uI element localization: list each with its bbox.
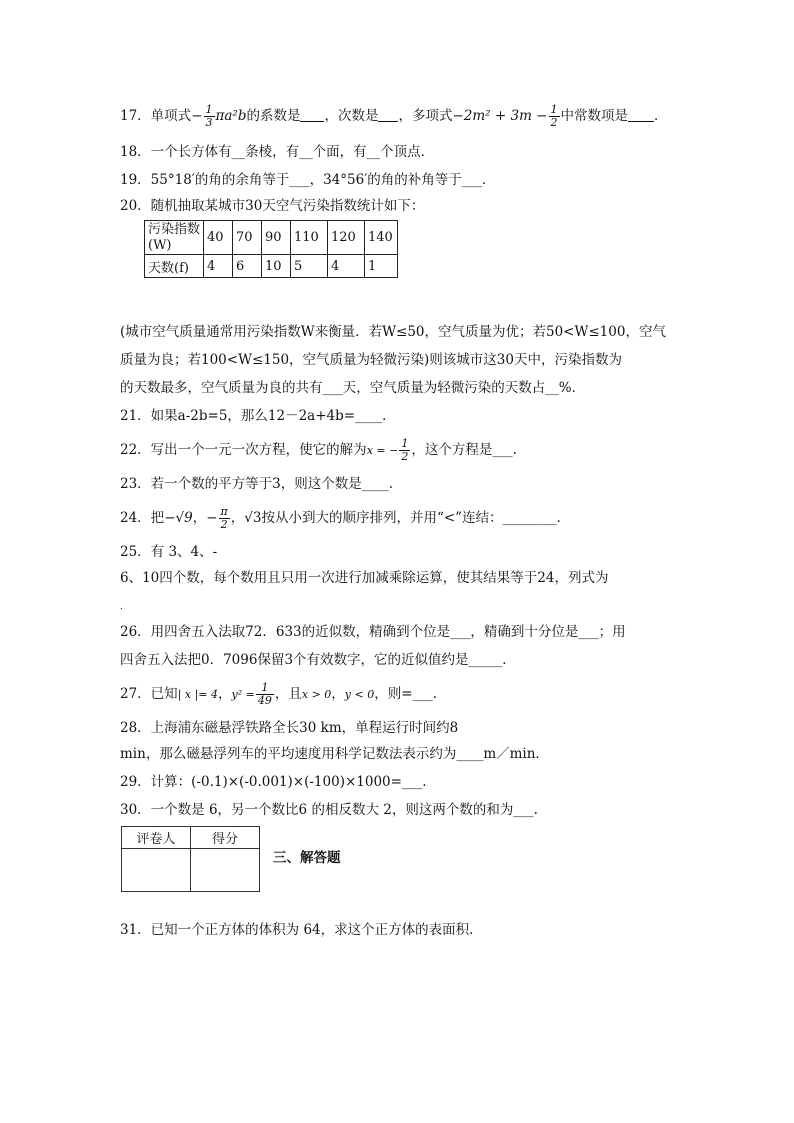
table-row: 评卷人 得分 — [122, 827, 260, 849]
score-table — [121, 826, 260, 892]
question-24: 24．把−√9，− $\frac{\pi}{2}$ ，√3按从小到大的顺序排列，并用“<”连结：________． — [120, 505, 571, 531]
grader-cell[interactable] — [122, 849, 191, 892]
question-27: 27．已知| x |= 4，y² = $\frac{1}{49}$ ，且x > 0，y < 0，则=___. — [120, 681, 438, 707]
table-row — [122, 849, 260, 892]
fraction: $\frac{1}{3}$ — [205, 103, 213, 129]
answer-blank — [378, 107, 398, 122]
question-20-para-3: 的天数最多，空气质量为良的共有___天，空气质量为轻微污染的天数占__%． — [120, 380, 586, 396]
question-20-para-2: 质量为良；若100<W≤150，空气质量为轻微污染)则该城市这30天中，污染指数为 — [120, 352, 622, 368]
fraction: $\frac{1}{49}$ — [257, 681, 272, 707]
question-25-line-1: 25．有 3、4、- — [120, 544, 218, 560]
answer-blank — [300, 107, 324, 122]
question-19: 19．55°18′的角的余角等于___，34°56′的角的补角等于___． — [120, 172, 496, 188]
question-18: 18．一个长方体有__条棱，有__个面，有__个顶点． — [120, 144, 435, 160]
score-cell[interactable] — [191, 849, 260, 892]
question-17: 17．单项式− $\frac{1}{3}$ πa²b的系数是 ，次数是 ，多项式−2m² + 3m − $\frac{1}{2}$ 中常数项是 ． — [120, 103, 668, 129]
fraction: $\frac{\pi}{2}$ — [220, 505, 228, 531]
question-25-line-2: 6、10四个数，每个数用且只用一次进行加减乘除运算，使其结果等于24，列式为 — [120, 570, 609, 586]
question-28-line-1: 28．上海浦东磁悬浮铁路全长30 km，单程运行时间约8 — [120, 720, 459, 736]
fraction: $\frac{1}{2}$ — [550, 103, 558, 129]
question-23: 23．若一个数的平方等于3，则这个数是____. — [120, 476, 394, 492]
question-20: 20．随机抽取某城市30天空气污染指数统计如下： — [120, 198, 425, 214]
pollution-table — [144, 220, 398, 278]
question-26-line-1: 26．用四舍五入法取72．633的近似数，精确到个位是___，精确到十分位是___；用 — [120, 624, 626, 640]
question-22: 22．写出一个一元一次方程，使它的解为x = − $\frac{1}{2}$ ，这个方程是___. — [120, 437, 517, 463]
question-30: 30．一个数是 6，另一个数比6 的相反数大 2，则这两个数的和为___. — [120, 802, 538, 818]
question-26-line-2: 四舍五入法把0．7096保留3个有效数字，它的近似值约是_____． — [120, 652, 516, 668]
question-21: 21．如果a-2b=5，那么12－2a+4b=____． — [120, 408, 396, 424]
answer-blank — [628, 107, 654, 122]
table-row: 污染指数(W) 40 70 90 110 120 140 — [145, 221, 398, 255]
question-28-line-2: min，那么磁悬浮列车的平均速度用科学记数法表示约为____m／min． — [120, 746, 549, 762]
table-row: 天数(f) 4 6 10 5 4 1 — [145, 255, 398, 278]
fraction: $\frac{1}{2}$ — [401, 437, 409, 463]
question-25-line-3: . — [120, 602, 123, 612]
question-29: 29．计算：(-0.1)×(-0.001)×(-100)×1000=___. — [120, 774, 427, 790]
question-20-para-1: (城市空气质量通常用污染指数W来衡量．若W≤50，空气质量为优；若50<W≤100，空气 — [120, 324, 666, 340]
section-heading: 三、解答题 — [273, 850, 341, 866]
question-31: 31．已知一个正方体的体积为 64，求这个正方体的表面积. — [120, 922, 474, 938]
